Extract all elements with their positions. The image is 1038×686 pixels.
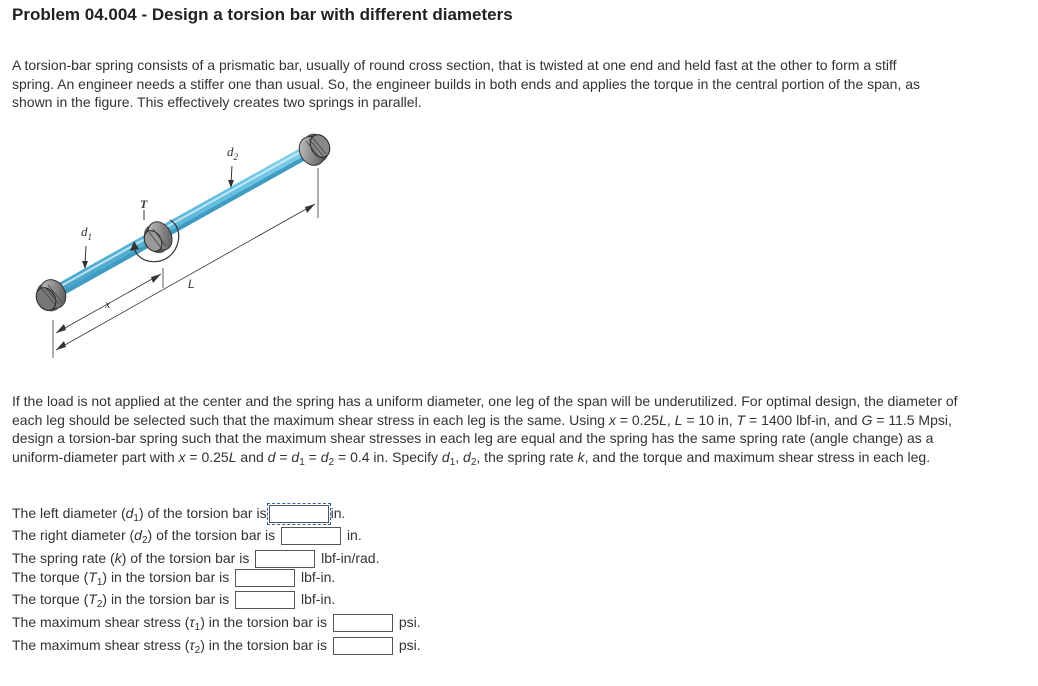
answer-row-tau1: The maximum shear stress $(\tau_1)$ in the torsion bar is psi. (12, 614, 421, 633)
torque-t2-input[interactable] (235, 591, 295, 609)
shear-stress-tau1-input[interactable] (333, 614, 393, 632)
right-end-cap (294, 129, 334, 170)
label-T: T (140, 197, 148, 211)
shear-stress-tau2-input[interactable] (333, 637, 393, 655)
answer-row-d1: The left diameter $(d_1)$ of the torsion bar is in. (12, 505, 346, 524)
torsion-bar-figure (20, 128, 340, 358)
answer-row-d2: The right diameter $(d_2)$ of the torsion bar is in. (12, 527, 362, 546)
label-d1: $d_1$ (81, 224, 92, 242)
intro-paragraph: A torsion-bar spring consists of a prismatic bar, usually of round cross section, that is twisted at one end and held fast at the other to form a stiff spring. An engineer needs a stiffer one than usual. So, the engineer builds in both ends and applies the torque in the central portion of the span, as shown in the figure. This effectively creates two springs in parallel. (12, 57, 921, 110)
answer-row-t1: The torque $(T_1)$ in the torsion bar is lbf-in. (12, 569, 336, 588)
answer-row-t2: The torque $(T_2)$ in the torsion bar is lbf-in. (12, 591, 336, 610)
label-x: x (105, 297, 111, 311)
torque-t1-input[interactable] (235, 569, 295, 587)
label-d2: $d_2$ (227, 144, 238, 162)
answer-row-tau2: The maximum shear stress $(\tau_2)$ in the torsion bar is psi. (12, 637, 421, 656)
problem-title: Problem 04.004 - Design a torsion bar with different diameters (12, 5, 513, 24)
problem-statement: If the load is not applied at the center and the spring has a uniform diameter, one leg of the span will be underutilized. For optimal design, the diameter of each leg should be selected such that the maximum shear stress in each leg is the same. Using x = 0.25L, L = 10 in, T = 1400 lbf-in, and G = 11.5 Mpsi, design a torsion-bar spring such that the maximum shear stresses in each leg are equal and the spring has the same spring rate (angle change) as a uniform-diameter part with x = 0.25L and $d = d_1 = d_2 = 0.4$ in. Specify $d_1$, $d_2$, the spring rate k, and the torque and maximum shear stress in each leg. (12, 393, 958, 468)
answer-row-k: The spring rate (k) of the torsion bar is lbf-in/rad. (12, 548, 379, 568)
left-diameter-input[interactable] (269, 505, 329, 523)
label-L: L (188, 277, 195, 291)
right-diameter-input[interactable] (281, 527, 341, 545)
spring-rate-input[interactable] (255, 550, 315, 568)
